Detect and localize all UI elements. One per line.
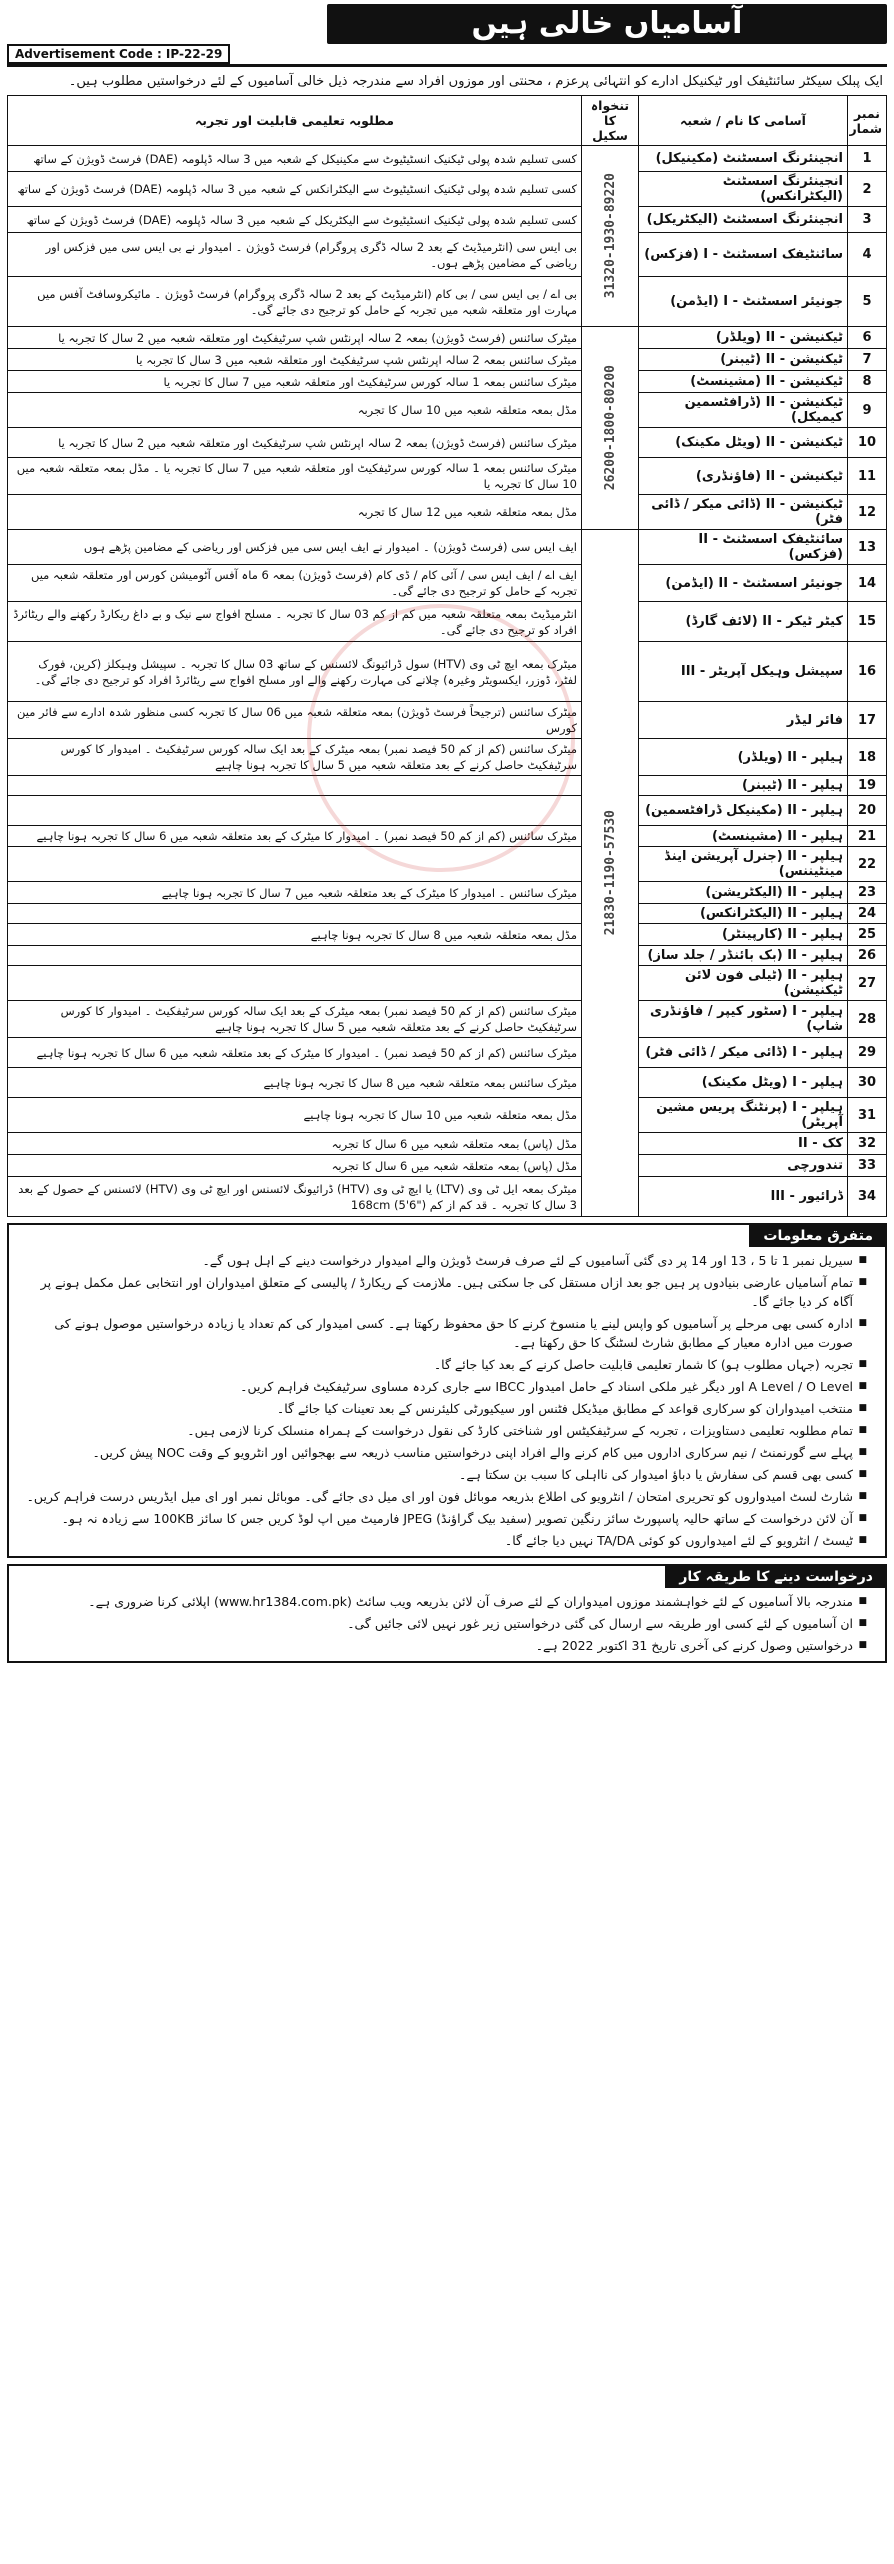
row-number: 32 — [848, 1133, 887, 1155]
table-row — [8, 207, 887, 233]
post-name: کک - II — [639, 1133, 848, 1155]
qualification: کسی تسلیم شدہ پولی ٹیکنیک انسٹیٹیوٹ سے الیکٹرانکس کے شعبہ میں 3 سالہ ڈپلومہ (DAE) فرسٹ ڈویژن کے ساتھ — [8, 172, 582, 207]
notes-heading: متفرق معلومات — [749, 1225, 887, 1247]
row-number: 17 — [848, 702, 887, 739]
row-number: 30 — [848, 1068, 887, 1098]
row-number: 12 — [848, 495, 887, 530]
row-number: 28 — [848, 1001, 887, 1038]
qualification: میٹرک سائنس ۔ امیدوار کا میٹرک کے بعد متعلقہ شعبہ میں 7 سال کا تجربہ ہونا چاہیے — [8, 882, 582, 904]
apply-list — [17, 1592, 867, 1655]
row-number: 7 — [848, 349, 887, 371]
table-row — [8, 924, 887, 946]
list-item: ■ شارٹ لسٹ امیدواروں کو تحریری امتحان / انٹرویو کی اطلاع بذریعہ موبائل فون اور ای میل دی جائے گی۔ موبائل نمبر اور ای میل ایڈریس درست فراہم کریں۔ — [17, 1487, 867, 1506]
table-row — [8, 1068, 887, 1098]
list-item: ■ A Level / O Level اور دیگر غیر ملکی اسناد کے حامل امیدوار IBCC سے جاری کردہ مساوی سرٹیفکیٹ فراہم کریں۔ — [17, 1377, 867, 1396]
post-name: انجینئرنگ اسسٹنٹ (الیکٹریکل) — [639, 207, 848, 233]
table-row — [8, 349, 887, 371]
list-item: ■ تمام آسامیاں عارضی بنیادوں پر ہیں جو بعد ازاں مستقل کی جا سکتی ہیں۔ ملازمت کے ریکارڈ / پالیسی کے متعلق امیدواران اور انتخابی عمل مکمل ہونے پر آگاہ کر دیا جائے گا۔ — [17, 1273, 867, 1311]
notes-section — [7, 1223, 887, 1558]
post-name: ہیلپر - II (الیکٹرانکس) — [639, 904, 848, 924]
table-row — [8, 946, 887, 966]
post-name: سپیشل وہیکل آپریٹر - III — [639, 642, 848, 702]
post-name: ہیلپر - II (ٹیبنر) — [639, 776, 848, 796]
header-post: آسامی کا نام / شعبہ — [639, 96, 848, 146]
row-number: 23 — [848, 882, 887, 904]
intro-text: ایک پبلک سیکٹر سائنٹیفک اور ٹیکنیکل ادارے کو انتہائی پرعزم ، محنتی اور موزوں افراد سے مندرجہ ذیل خالی آسامیوں کے لئے درخواستیں مطلوب ہیں۔ — [68, 74, 883, 89]
post-name: ڈرائیور - III — [639, 1177, 848, 1217]
post-name: ہیلپر - I (پرنٹنگ پریس مشین آپریٹر) — [639, 1098, 848, 1133]
jobs-table-body — [8, 146, 887, 1217]
list-item: ■ درخواستیں وصول کرنے کی آخری تاریخ 31 اکتوبر 2022 ہے۔ — [17, 1636, 867, 1655]
row-number: 27 — [848, 966, 887, 1001]
table-row — [8, 565, 887, 602]
header-no: نمبر شمار — [848, 96, 887, 146]
qualification: میٹرک بمعہ ایل ٹی وی (LTV) یا ایچ ٹی وی (HTV) ڈرائیونگ لائسنس اور ایچ ٹی وی (HTV) لائسنس کے حصول کے بعد 3 سال کا تجربہ ۔ قد کم از کم 168cm (5'6") — [8, 1177, 582, 1217]
table-row — [8, 776, 887, 796]
qualification: میٹرک سائنس بمعہ 2 سالہ اپرنٹس شپ سرٹیفکیٹ اور متعلقہ شعبہ میں 3 سال کا تجربہ یا — [8, 349, 582, 371]
list-item: ■ کسی بھی قسم کی سفارش یا دباؤ امیدوار کی نااہلی کا سبب بن سکتا ہے۔ — [17, 1465, 867, 1484]
pay-scale: 31320-1930-89220 — [602, 173, 618, 299]
row-number: 3 — [848, 207, 887, 233]
row-number: 22 — [848, 847, 887, 882]
pay-scale: 26200-1800-80200 — [602, 365, 618, 491]
table-row — [8, 904, 887, 924]
post-name: ہیلپر - II (مشینسٹ) — [639, 826, 848, 847]
row-number: 11 — [848, 458, 887, 495]
pay-scale-cell — [582, 327, 639, 530]
list-item: ■ مندرجہ بالا آسامیوں کے لئے خواہشمند موزوں امیدواران کے لئے صرف آن لائن بذریعہ ویب سائٹ (www.hr1384.com.pk) اپلائی کرنا ضروری ہے۔ — [17, 1592, 867, 1611]
table-row — [8, 702, 887, 739]
qualification: میٹرک سائنس (کم از کم 50 فیصد نمبر) بمعہ میٹرک کے بعد ایک سالہ کورس سرٹیفکیٹ ۔ امیدوار کا کورس سرٹیفکیٹ حاصل کرنے کے بعد متعلقہ شعبہ میں 5 سال کا تجربہ ہونا چاہیے — [8, 739, 582, 776]
row-number: 13 — [848, 530, 887, 565]
post-name: انجینئرنگ اسسٹنٹ (مکینیکل) — [639, 146, 848, 172]
advertisement-page — [7, 4, 887, 1663]
qualification: مڈل (پاس) بمعہ متعلقہ شعبہ میں 6 سال کا تجربہ — [8, 1155, 582, 1177]
advertisement-code: Advertisement Code : IP-22-29 — [7, 44, 230, 64]
header-qualification: مطلوبہ تعلیمی قابلیت اور تجربہ — [8, 96, 582, 146]
row-number: 18 — [848, 739, 887, 776]
qualification: میٹرک بمعہ ایچ ٹی وی (HTV) سول ڈرائیونگ لائسنس کے ساتھ 03 سال کا تجربہ ۔ سپیشل وہیکلز (کرین، فورک لفٹر، ڈوزر، ایکسویٹر وغیرہ) چلانے کی مہارت رکھنے والے اور مسلح افواج سے ریٹائرڈ افراد کو ترجیح دی جائے گی۔ — [8, 642, 582, 702]
pay-scale-cell — [582, 530, 639, 1217]
table-row — [8, 739, 887, 776]
table-row — [8, 966, 887, 1001]
row-number: 6 — [848, 327, 887, 349]
table-row — [8, 495, 887, 530]
row-number: 1 — [848, 146, 887, 172]
qualification: میٹرک سائنس بمعہ متعلقہ شعبہ میں 8 سال کا تجربہ ہونا چاہیے — [8, 1068, 582, 1098]
qualification — [8, 966, 582, 1001]
post-name: جونیئر اسسٹنٹ - I (ایڈمن) — [639, 277, 848, 327]
qualification: انٹرمیڈیٹ بمعہ متعلقہ شعبہ میں کم از کم 03 سال کا تجربہ ۔ مسلح افواج سے نیک و بے داغ ریکارڈ رکھنے والے ریٹائرڈ افراد کو ترجیح دی جائے گی۔ — [8, 602, 582, 642]
notes-list — [17, 1251, 867, 1550]
qualification: ایف ایس سی (فرسٹ ڈویژن) ۔ امیدوار نے ایف ایس سی میں فزکس اور ریاضی کے مضامین پڑھے ہوں — [8, 530, 582, 565]
row-number: 20 — [848, 796, 887, 826]
row-number: 4 — [848, 233, 887, 277]
post-name: ہیلپر - I (سٹور کیپر / فاؤنڈری شاپ) — [639, 1001, 848, 1038]
row-number: 16 — [848, 642, 887, 702]
table-row — [8, 371, 887, 393]
post-name: ہیلپر - II (مکینیکل ڈرافٹسمین) — [639, 796, 848, 826]
header — [7, 4, 887, 67]
table-row — [8, 882, 887, 904]
qualification: کسی تسلیم شدہ پولی ٹیکنیک انسٹیٹیوٹ سے الیکٹریکل کے شعبہ میں 3 سالہ ڈپلومہ (DAE) فرسٹ ڈویژن کے ساتھ — [8, 207, 582, 233]
row-number: 25 — [848, 924, 887, 946]
table-row — [8, 1133, 887, 1155]
post-name: تندورچی — [639, 1155, 848, 1177]
table-row — [8, 602, 887, 642]
qualification: کسی تسلیم شدہ پولی ٹیکنیک انسٹیٹیوٹ سے مکینیکل کے شعبہ میں 3 سالہ ڈپلومہ (DAE) فرسٹ ڈویژن کے ساتھ — [8, 146, 582, 172]
qualification: بی اے / بی ایس سی / بی کام (انٹرمیڈیٹ کے بعد 2 سالہ ڈگری پروگرام) فرسٹ ڈویژن ۔ مائیکروسافٹ آفس میں مہارت اور متعلقہ شعبہ میں تجربہ کے حامل کو ترجیح دی جائے گی۔ — [8, 277, 582, 327]
post-name: ہیلپر - I (ڈائی میکر / ڈائی فٹر) — [639, 1038, 848, 1068]
row-number: 2 — [848, 172, 887, 207]
post-name: ہیلپر - II (ٹیلی فون لائن ٹیکنیشن) — [639, 966, 848, 1001]
qualification: میٹرک سائنس (فرسٹ ڈویژن) بمعہ 2 سالہ اپرنٹس شپ سرٹیفکیٹ اور متعلقہ شعبہ میں 2 سال کا تجربہ یا — [8, 327, 582, 349]
row-number: 31 — [848, 1098, 887, 1133]
post-name: ہیلپر - II (الیکٹریشن) — [639, 882, 848, 904]
table-row — [8, 1098, 887, 1133]
list-item: ■ تمام مطلوبہ تعلیمی دستاویزات ، تجربہ کے سرٹیفکیٹس اور شناختی کارڈ کی نقول درخواست کے ہمراہ منسلک کرنا لازمی ہیں۔ — [17, 1421, 867, 1440]
list-item: ■ سیریل نمبر 1 تا 5 ، 13 اور 14 پر دی گئی آسامیوں کے لئے صرف فرسٹ ڈویژن والے امیدوار درخواست دینے کے اہل ہوں گے۔ — [17, 1251, 867, 1270]
table-row — [8, 796, 887, 826]
qualification — [8, 796, 582, 826]
pay-scale-cell — [582, 146, 639, 327]
post-name: ٹیکنیشن - II (ویلڈر) — [639, 327, 848, 349]
list-item: ■ ٹیسٹ / انٹرویو کے لئے امیدواروں کو کوئی TA/DA نہیں دیا جائے گا۔ — [17, 1531, 867, 1550]
post-name: ہیلپر - I (ویٹل مکینک) — [639, 1068, 848, 1098]
table-row — [8, 826, 887, 847]
row-number: 5 — [848, 277, 887, 327]
qualification: مڈل بمعہ متعلقہ شعبہ میں 10 سال کا تجربہ — [8, 393, 582, 428]
row-number: 33 — [848, 1155, 887, 1177]
list-item: ■ آن لائن درخواست کے ساتھ حالیہ پاسپورٹ سائز رنگین تصویر (سفید بیک گراؤنڈ) JPEG فارمیٹ میں اپ لوڈ کریں جس کا سائز 100KB سے زیادہ نہ ہو۔ — [17, 1509, 867, 1528]
post-name: ٹیکنیشن - II (ویٹل مکینک) — [639, 428, 848, 458]
table-row — [8, 1155, 887, 1177]
qualification: میٹرک سائنس (فرسٹ ڈویژن) بمعہ 2 سالہ اپرنٹس شپ سرٹیفکیٹ اور متعلقہ شعبہ میں 2 سال کا تجربہ یا — [8, 428, 582, 458]
jobs-table — [7, 95, 887, 1217]
row-number: 19 — [848, 776, 887, 796]
row-number: 24 — [848, 904, 887, 924]
post-name: ہیلپر - II (ویلڈر) — [639, 739, 848, 776]
row-number: 10 — [848, 428, 887, 458]
qualification: میٹرک سائنس (کم از کم 50 فیصد نمبر) ۔ امیدوار کا میٹرک کے بعد متعلقہ شعبہ میں 6 سال کا تجربہ ہونا چاہیے — [8, 826, 582, 847]
table-row — [8, 642, 887, 702]
table-row — [8, 458, 887, 495]
row-number: 15 — [848, 602, 887, 642]
post-name: سائنٹیفک اسسٹنٹ - II (فزکس) — [639, 530, 848, 565]
qualification: بی ایس سی (انٹرمیڈیٹ کے بعد 2 سالہ ڈگری پروگرام) فرسٹ ڈویژن ۔ امیدوار نے بی ایس سی میں فزکس اور ریاضی کے مضامین پڑھے ہوں۔ — [8, 233, 582, 277]
list-item: ■ پہلے سے گورنمنٹ / نیم سرکاری اداروں میں کام کرنے والے افراد اپنی درخواستیں مناسب ذریعہ سے بھجوائیں اور انٹرویو کے وقت NOC پیش کریں۔ — [17, 1443, 867, 1462]
apply-section — [7, 1564, 887, 1663]
list-item: ■ ادارہ کسی بھی مرحلے پر آسامیوں کو واپس لینے یا منسوخ کرنے کا حق محفوظ رکھتا ہے۔ کسی امیدوار کی کم تعداد یا زیادہ درخواستیں موصول ہونے کی صورت میں ادارہ معیار کے مطابق شارٹ لسٹنگ کا حق رکھتا ہے۔ — [17, 1314, 867, 1352]
qualification: میٹرک سائنس بمعہ 1 سالہ کورس سرٹیفکیٹ اور متعلقہ شعبہ میں 7 سال کا تجربہ یا ۔ مڈل بمعہ متعلقہ شعبہ میں 10 سال کا تجربہ یا — [8, 458, 582, 495]
qualification: ایف اے / ایف ایس سی / آئی کام / ڈی کام (فرسٹ ڈویژن) بمعہ 6 ماہ آفس آٹومیشن کورس اور متعلقہ شعبہ میں تجربہ کے حامل کو ترجیح دی جائے گی۔ — [8, 565, 582, 602]
row-number: 26 — [848, 946, 887, 966]
row-number: 8 — [848, 371, 887, 393]
row-number: 29 — [848, 1038, 887, 1068]
post-name: ٹیکنیشن - II (ٹیبنر) — [639, 349, 848, 371]
row-number: 14 — [848, 565, 887, 602]
post-name: ہیلپر - II (بک بائنڈر / جلد ساز) — [639, 946, 848, 966]
post-name: ٹیکنیشن - II (ڈائی میکر / ڈائی فٹر) — [639, 495, 848, 530]
table-row — [8, 327, 887, 349]
qualification — [8, 847, 582, 882]
list-item: ■ منتخب امیدواران کو سرکاری قواعد کے مطابق میڈیکل فٹنس اور سیکیورٹی کلیئرنس کے بعد تعینات کیا جائے گا۔ — [17, 1399, 867, 1418]
post-name: ٹیکنیشن - II (مشینسٹ) — [639, 371, 848, 393]
qualification: مڈل بمعہ متعلقہ شعبہ میں 8 سال کا تجربہ ہونا چاہیے — [8, 924, 582, 946]
table-header-row — [8, 96, 887, 146]
post-name: ٹیکنیشن - II (ڈرافٹسمین کیمیکل) — [639, 393, 848, 428]
post-name: ٹیکنیشن - II (فاؤنڈری) — [639, 458, 848, 495]
apply-heading: درخواست دینے کا طریقہ کار — [665, 1566, 887, 1588]
page-title: آسامیاں خالی ہیں — [327, 4, 887, 44]
post-name: کیٹر ٹیکر - II (لائف گارڈ) — [639, 602, 848, 642]
table-row — [8, 277, 887, 327]
table-row — [8, 428, 887, 458]
post-name: انجینئرنگ اسسٹنٹ (الیکٹرانکس) — [639, 172, 848, 207]
table-row — [8, 530, 887, 565]
post-name: فائر لیڈر — [639, 702, 848, 739]
row-number: 34 — [848, 1177, 887, 1217]
qualification — [8, 904, 582, 924]
list-item: ■ ان آسامیوں کے لئے کسی اور طریقہ سے ارسال کی گئی درخواستیں زیر غور نہیں لائی جائیں گی۔ — [17, 1614, 867, 1633]
table-row — [8, 233, 887, 277]
table-row — [8, 847, 887, 882]
row-number: 21 — [848, 826, 887, 847]
list-item: ■ تجربہ (جہاں مطلوب ہو) کا شمار تعلیمی قابلیت حاصل کرنے کے بعد کیا جائے گا۔ — [17, 1355, 867, 1374]
qualification: مڈل (پاس) بمعہ متعلقہ شعبہ میں 6 سال کا تجربہ — [8, 1133, 582, 1155]
qualification: میٹرک سائنس بمعہ 1 سالہ کورس سرٹیفکیٹ اور متعلقہ شعبہ میں 7 سال کا تجربہ یا — [8, 371, 582, 393]
post-name: ہیلپر - II (جنرل آپریشن اینڈ مینٹیننس) — [639, 847, 848, 882]
qualification: مڈل بمعہ متعلقہ شعبہ میں 10 سال کا تجربہ ہونا چاہیے — [8, 1098, 582, 1133]
table-row — [8, 393, 887, 428]
table-row — [8, 1177, 887, 1217]
qualification: مڈل بمعہ متعلقہ شعبہ میں 12 سال کا تجربہ — [8, 495, 582, 530]
table-row — [8, 1001, 887, 1038]
qualification — [8, 946, 582, 966]
table-row — [8, 1038, 887, 1068]
post-name: ہیلپر - II (کارپینٹر) — [639, 924, 848, 946]
qualification: میٹرک سائنس (کم از کم 50 فیصد نمبر) ۔ امیدوار کا میٹرک کے بعد متعلقہ شعبہ میں 6 سال کا تجربہ ہونا چاہیے — [8, 1038, 582, 1068]
row-number: 9 — [848, 393, 887, 428]
qualification: میٹرک سائنس (ترجیحاً فرسٹ ڈویژن) بمعہ متعلقہ شعبہ میں 06 سال کا تجربہ کسی منظور شدہ ادارے سے فائر مین کورس — [8, 702, 582, 739]
post-name: سائنٹیفک اسسٹنٹ - I (فزکس) — [639, 233, 848, 277]
table-row — [8, 146, 887, 172]
table-row — [8, 172, 887, 207]
pay-scale: 21830-1190-57530 — [602, 810, 618, 936]
post-name: جونیئر اسسٹنٹ - II (ایڈمن) — [639, 565, 848, 602]
qualification — [8, 776, 582, 796]
qualification: میٹرک سائنس (کم از کم 50 فیصد نمبر) بمعہ میٹرک کے بعد ایک سالہ کورس سرٹیفکیٹ ۔ امیدوار کا کورس سرٹیفکیٹ حاصل کرنے کے بعد متعلقہ شعبہ میں 5 سال کا تجربہ ہونا چاہیے — [8, 1001, 582, 1038]
header-scale: تنخواہ کا سکیل — [582, 96, 639, 146]
